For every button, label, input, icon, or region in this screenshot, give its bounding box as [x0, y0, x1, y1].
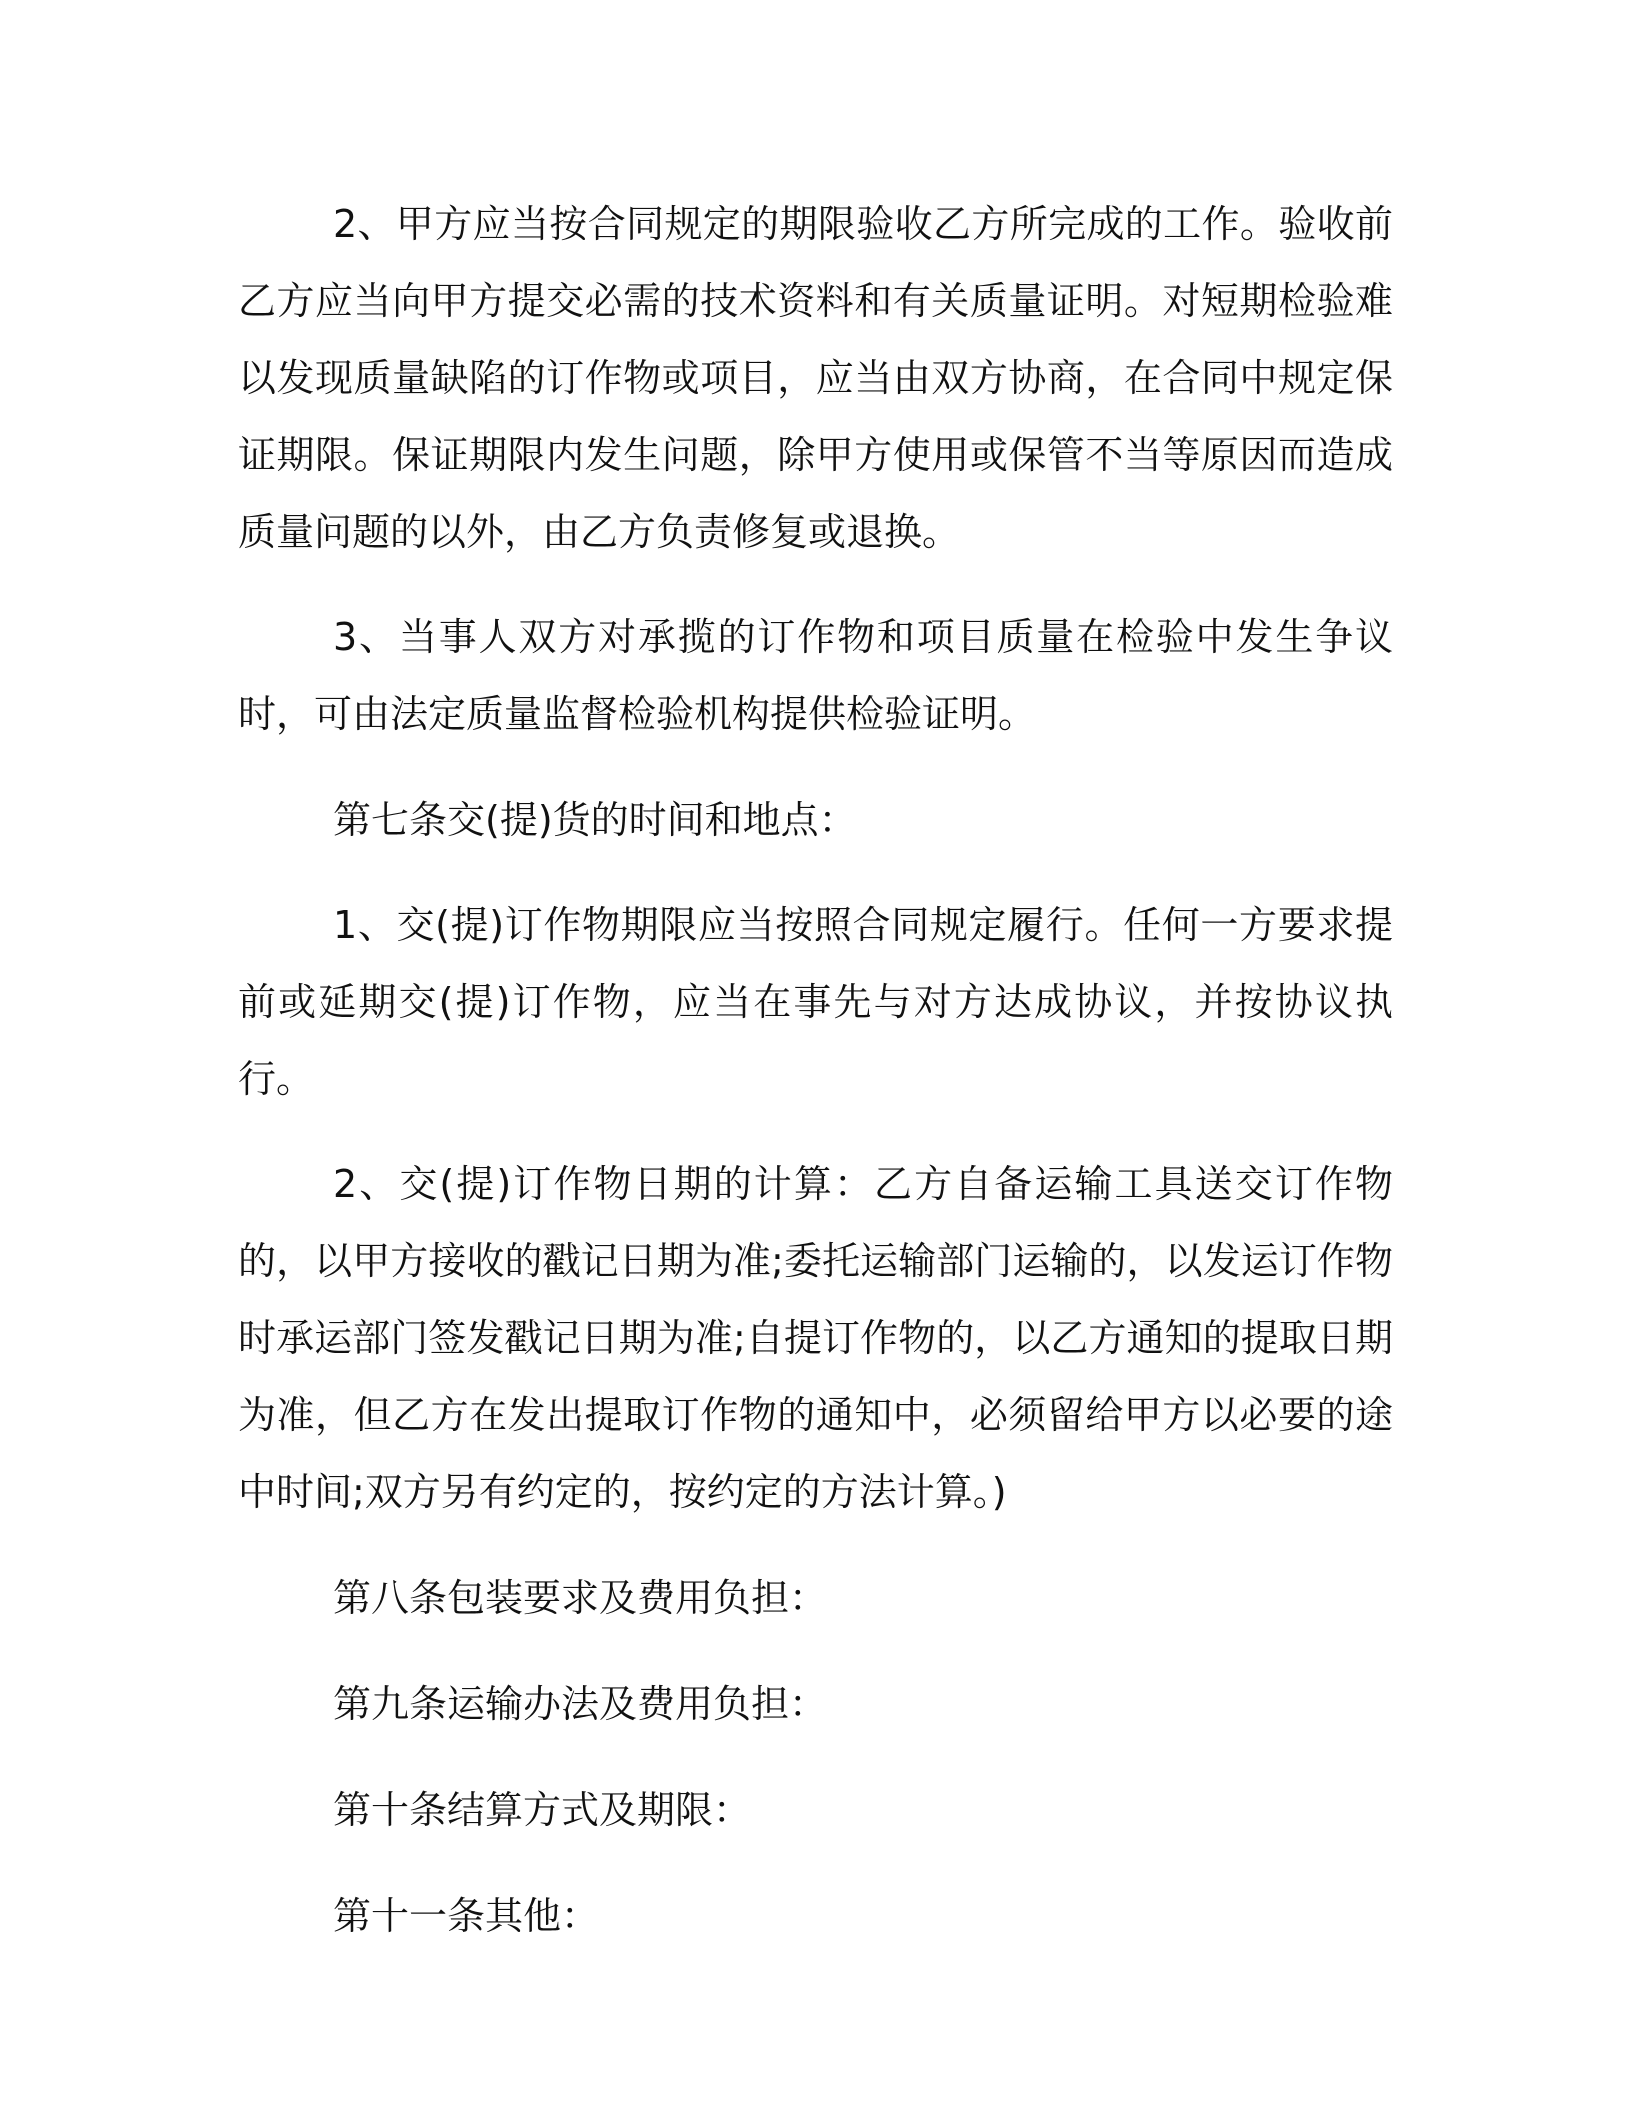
heading-article-11: 第十一条其他： [333, 1894, 600, 1938]
heading-article-9: 第九条运输办法及费用负担： [333, 1682, 828, 1726]
heading-article-7: 第七条交(提)货的时间和地点： [333, 798, 857, 842]
paragraph-delivery-date-calculation: 2、交(提)订作物日期的计算：乙方自备运输工具送交订作物的，以甲方接收的戳记日期为准;委托运输部门运输的，以发运订作物时承运部门签发戳记日期为准;自提订作物的，以乙方通知的提取日期为准，但乙方在发出提取订作物的通知中，必须留给甲方以必要的途中时间;双方另有约定的，按约定的方法计算。) [238, 1162, 1393, 1514]
heading-article-10: 第十条结算方式及期限： [333, 1788, 752, 1832]
heading-article-8: 第八条包装要求及费用负担： [333, 1576, 828, 1620]
paragraph-delivery-deadline: 1、交(提)订作物期限应当按照合同规定履行。任何一方要求提前或延期交(提)订作物，应当在事先与对方达成协议，并按协议执行。 [238, 903, 1393, 1101]
paragraph-acceptance-inspection: 2、甲方应当按合同规定的期限验收乙方所完成的工作。验收前乙方应当向甲方提交必需的技术资料和有关质量证明。对短期检验难以发现质量缺陷的订作物或项目，应当由双方协商，在合同中规定保证期限。保证期限内发生问题，除甲方使用或保管不当等原因而造成质量问题的以外，由乙方负责修复或退换。 [238, 202, 1393, 554]
document-body [238, 186, 1393, 1955]
paragraph-quality-dispute: 3、当事人双方对承揽的订作物和项目质量在检验中发生争议时，可由法定质量监督检验机构提供检验证明。 [238, 615, 1393, 736]
